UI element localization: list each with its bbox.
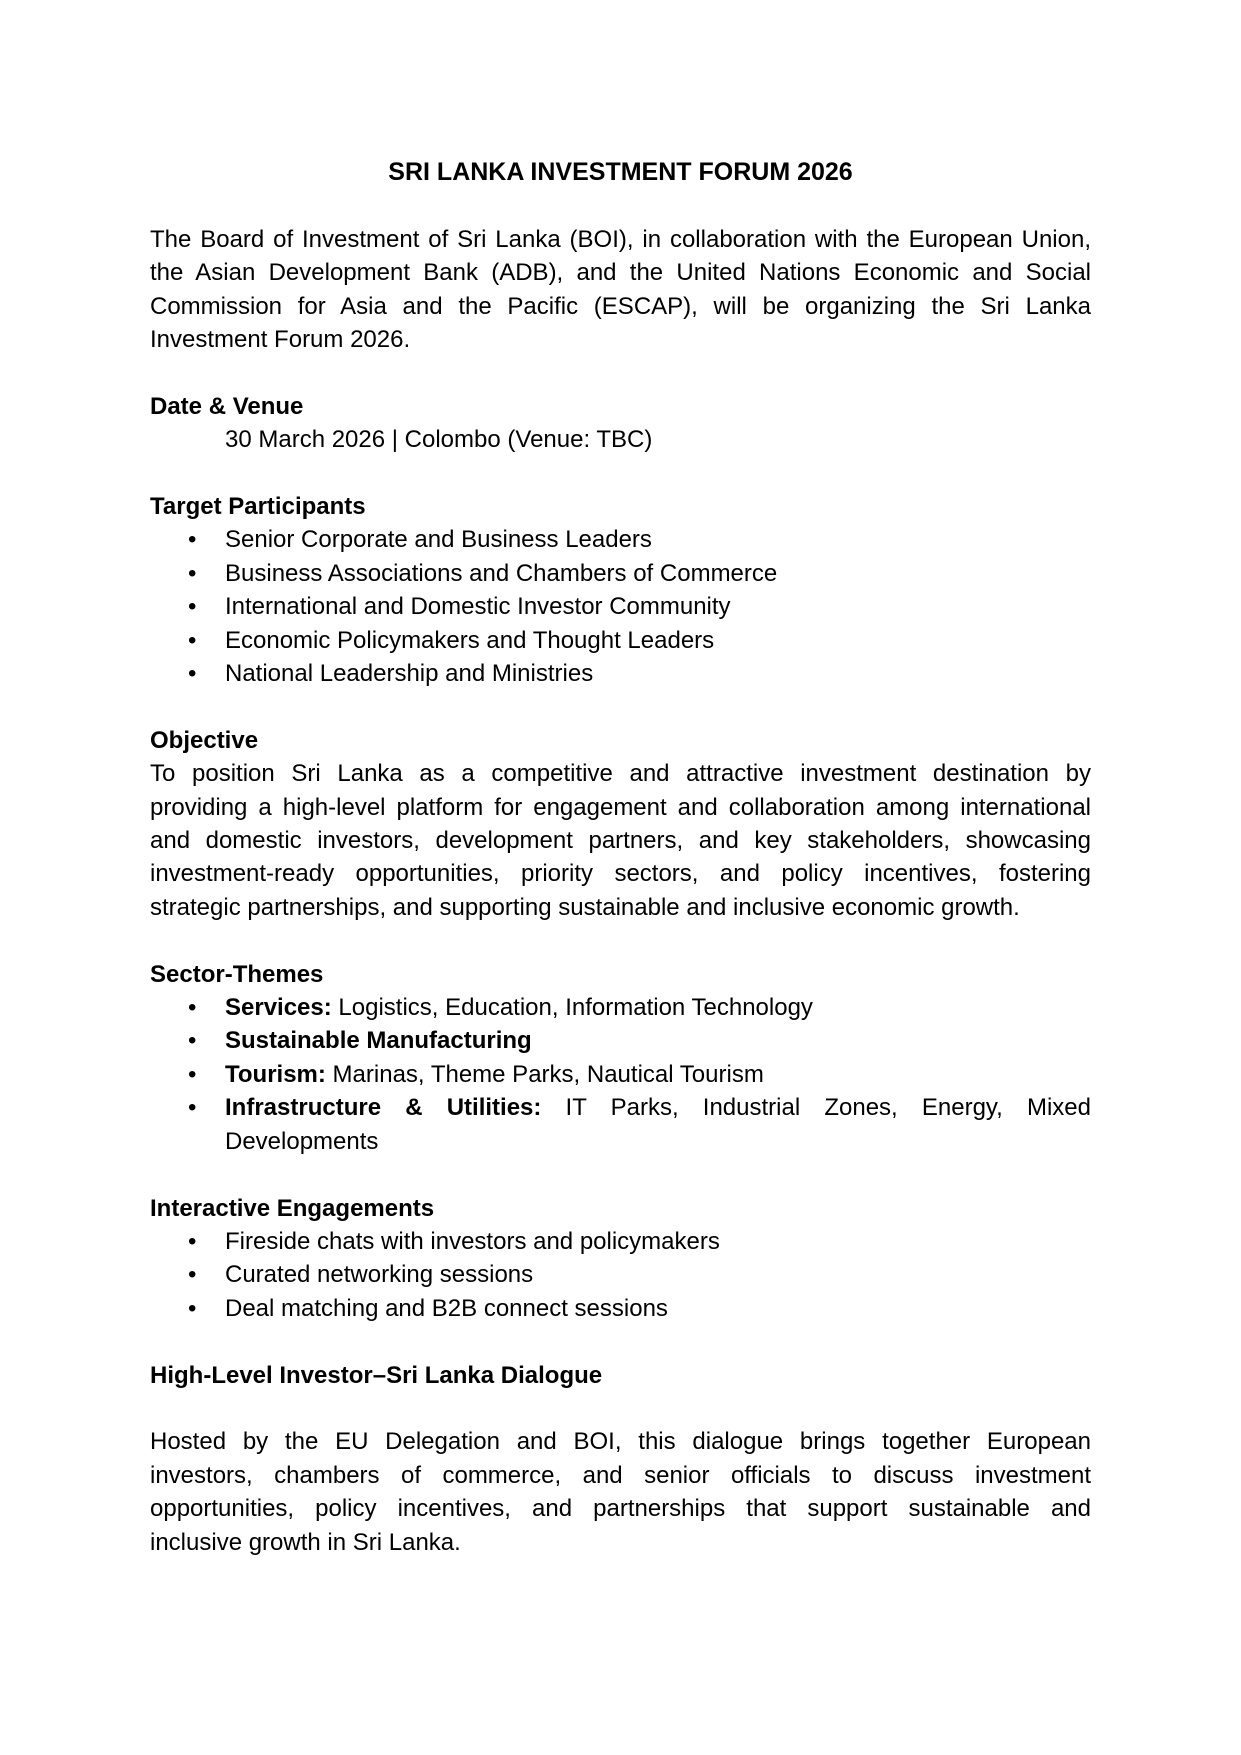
paragraph-line: opportunities, policy incentives, and partnerships that support sustainable and — [150, 1495, 1091, 1523]
bullet-icon: • — [188, 626, 197, 654]
section-heading-interactive-engagements: Interactive Engagements — [150, 1194, 435, 1222]
list-item — [150, 1258, 1091, 1291]
dialogue-paragraph — [150, 1425, 1091, 1559]
objective-paragraph — [150, 757, 1091, 924]
list-item-lead: Services: — [225, 994, 332, 1022]
section-heading-sector-themes: Sector-Themes — [150, 960, 324, 988]
list-item — [150, 1225, 1091, 1258]
bullet-icon: • — [188, 1227, 197, 1255]
list-item — [150, 991, 1091, 1024]
list-item — [150, 590, 1091, 623]
list-item-text: Deal matching and B2B connect sessions — [225, 1294, 668, 1322]
page-title: SRI LANKA INVESTMENT FORUM 2026 — [388, 158, 853, 186]
paragraph-line: investors, chambers of commerce, and senior officials to discuss investment — [150, 1461, 1091, 1489]
list-item — [150, 657, 1091, 690]
target-participants-list — [150, 523, 1091, 690]
section-heading-target-participants: Target Participants — [150, 493, 366, 521]
list-item-rest: Marinas, Theme Parks, Nautical Tourism — [325, 1060, 764, 1088]
paragraph-line: the Asian Development Bank (ADB), and the United Nations Economic and Social — [150, 259, 1091, 287]
interactive-engagements-list — [150, 1225, 1091, 1325]
bullet-icon: • — [188, 559, 197, 587]
bullet-icon: • — [188, 994, 197, 1022]
paragraph-line: strategic partnerships, and supporting sustainable and inclusive economic growth. — [150, 893, 1020, 921]
paragraph-line: inclusive growth in Sri Lanka. — [150, 1528, 461, 1556]
list-item-rest: IT Parks, Industrial Zones, Energy, Mixed — [541, 1094, 1091, 1122]
paragraph-line: To position Sri Lanka as a competitive and attractive investment destination by — [150, 760, 1091, 788]
paragraph-line: Investment Forum 2026. — [150, 326, 411, 354]
paragraph-line: providing a high-level platform for engagement and collaboration among international — [150, 793, 1091, 821]
list-item-rest: Logistics, Education, Information Technology — [331, 994, 813, 1022]
list-item-text: National Leadership and Ministries — [225, 660, 594, 688]
bullet-icon: • — [188, 1027, 197, 1055]
paragraph-line: and domestic investors, development partners, and key stakeholders, showcasing — [150, 827, 1091, 855]
bullet-icon: • — [188, 1060, 197, 1088]
bullet-icon: • — [188, 1094, 197, 1122]
paragraph-line: Commission for Asia and the Pacific (ESCAP), will be organizing the Sri Lanka — [150, 292, 1091, 320]
bullet-icon: • — [188, 1294, 197, 1322]
list-item-text: Economic Policymakers and Thought Leaders — [225, 626, 715, 654]
list-item — [150, 624, 1091, 657]
paragraph-line: The Board of Investment of Sri Lanka (BOI), in collaboration with the European Union, — [150, 225, 1091, 253]
section-heading-objective: Objective — [150, 726, 259, 754]
list-item — [150, 1091, 1091, 1124]
list-item-lead: Tourism: — [225, 1060, 326, 1088]
bullet-icon: • — [188, 660, 197, 688]
list-item — [150, 1058, 1091, 1091]
list-item — [150, 1292, 1091, 1325]
sector-themes-list — [150, 991, 1091, 1158]
list-item — [150, 557, 1091, 590]
list-item — [150, 1024, 1091, 1057]
list-item-text: Senior Corporate and Business Leaders — [225, 526, 652, 554]
list-item — [150, 523, 1091, 556]
list-item-lead: Sustainable Manufacturing — [225, 1027, 532, 1055]
bullet-icon: • — [188, 593, 197, 621]
section-heading-dialogue: High-Level Investor–Sri Lanka Dialogue — [150, 1361, 603, 1389]
list-item-text: Business Associations and Chambers of Commerce — [225, 559, 778, 587]
paragraph-line: Hosted by the EU Delegation and BOI, this dialogue brings together European — [150, 1428, 1091, 1456]
list-item-lead: Infrastructure & Utilities: — [225, 1094, 542, 1122]
section-heading-date-venue: Date & Venue — [150, 392, 304, 420]
list-item-continuation: Developments — [225, 1127, 379, 1155]
paragraph-line: investment-ready opportunities, priority sectors, and policy incentives, fostering — [150, 860, 1091, 888]
list-item-text: Fireside chats with investors and policymakers — [225, 1227, 720, 1255]
date-venue-detail: 30 March 2026 | Colombo (Venue: TBC) — [225, 426, 653, 454]
list-item-text: Curated networking sessions — [225, 1261, 534, 1289]
intro-paragraph — [150, 223, 1091, 357]
bullet-icon: • — [188, 526, 197, 554]
list-item-text: International and Domestic Investor Community — [225, 593, 731, 621]
bullet-icon: • — [188, 1261, 197, 1289]
